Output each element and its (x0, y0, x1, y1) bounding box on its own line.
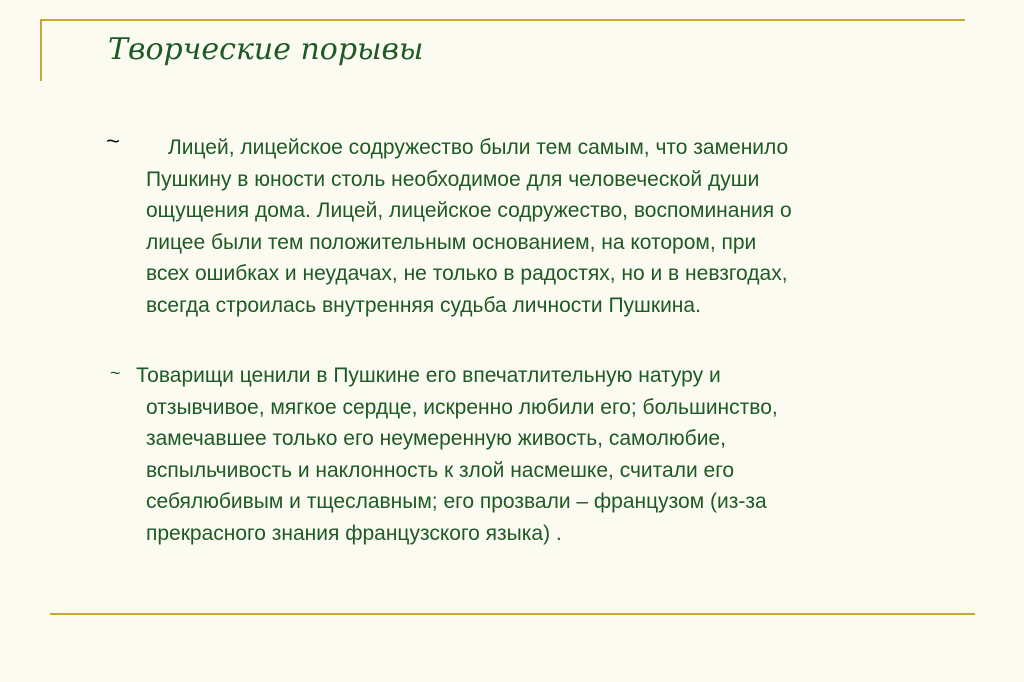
paragraph-1-line: Пушкину в юности столь необходимое для человеческой души (146, 167, 760, 191)
paragraph-1-line: Лицей, лицейское содружество были тем самым, что заменило (168, 136, 789, 159)
paragraph-1-line: лицее были тем положительным основанием, на котором, при (146, 230, 757, 254)
paragraph-1 (146, 132, 928, 321)
paragraph-2-line: вспыльчивость и наклонность к злой насмешке, считали его (146, 458, 735, 482)
bottom-divider-line (50, 613, 975, 615)
bullet-tilde-1: ~ (106, 128, 121, 155)
paragraph-2-line: прекрасного знания французского языка) . (146, 521, 562, 545)
top-divider-line (40, 19, 965, 21)
paragraph-2-line: себялюбивым и тщеславным; его прозвали – французом (из-за (146, 490, 767, 513)
paragraph-2-line: Товарищи ценили в Пушкине его впечатлительную натуру и (136, 364, 721, 387)
paragraph-2-line: замечавшее только его неумеренную живость, самолюбие, (146, 427, 726, 450)
paragraph-2 (138, 360, 898, 549)
paragraph-1-line: всех ошибках и неудачах, не только в радостях, но и в невзгодах, (146, 262, 788, 285)
paragraph-1-line: ощущения дома. Лицей, лицейское содружество, воспоминания о (146, 199, 792, 222)
paragraph-2-line: отзывчивое, мягкое сердце, искренно любили его; большинство, (146, 395, 778, 419)
slide-title: Творческие порывы (108, 32, 424, 67)
bullet-tilde-2: ~ (110, 363, 121, 383)
left-accent-line (40, 19, 42, 81)
paragraph-1-line: всегда строилась внутренняя судьба личности Пушкина. (146, 293, 701, 317)
